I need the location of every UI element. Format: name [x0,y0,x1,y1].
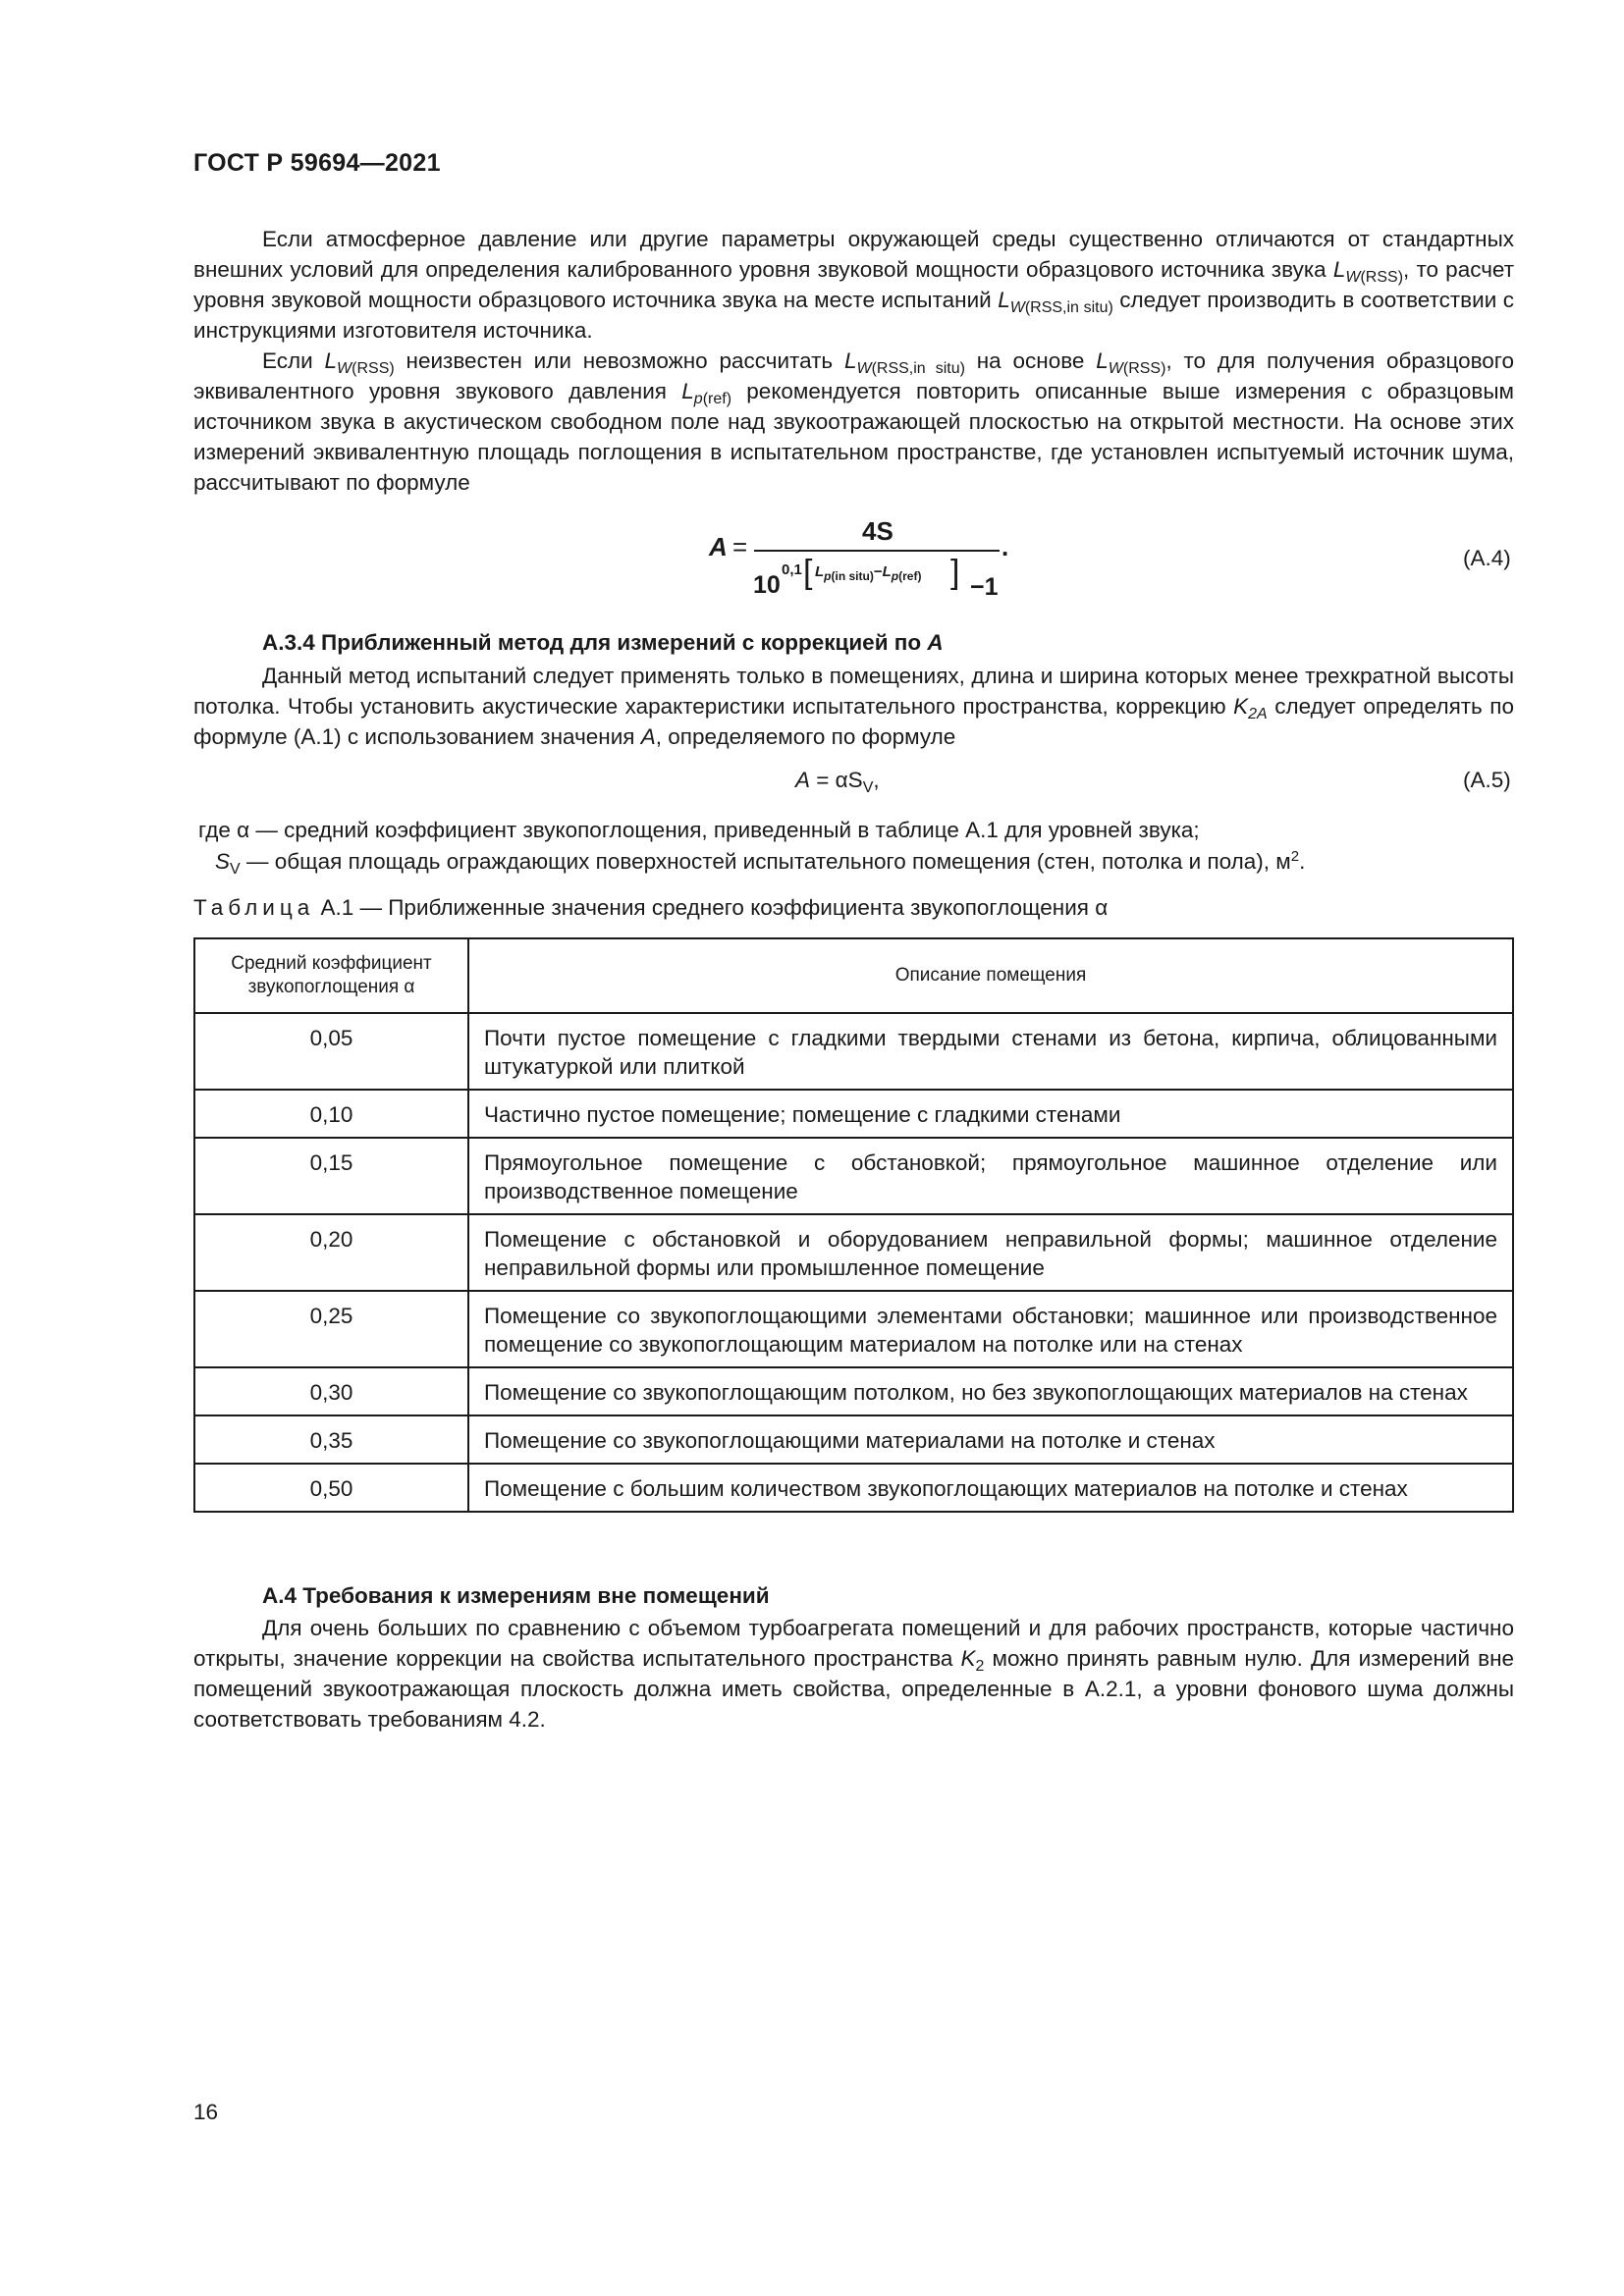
p2-text-5: рекомендуется повторить описанные выше измерения с образцовым источником звука в акустическом свободном поле над звукоотражающей плоскостью на открытой местности. На основе этих измерений эквивалентную площадь поглощения в испытательном пространстве, где установлен испытуемый источник шума, рассчитывают по формуле [193,379,1514,495]
def2-dash: — [240,849,275,874]
section-a4-heading: А.4 Требования к измерениям вне помещений [262,1583,770,1608]
a4-sym: K [960,1646,976,1671]
a4-text-2: можно принять равным нулю. Для измерений вне помещений звукоотражающая плоскость должна иметь свойства, определенные в А.2.1, а уровни фонового шума должны соответствовать требованиям 4.2. [193,1646,1515,1732]
section-a4-paragraph [193,1613,1514,1735]
formula-a4-fraction-bar [754,550,1000,552]
table-cell-description: Почти пустое помещение с гладкими твердыми стенами из бетона, кирпича, облицованными штукатуркой или плиткой [468,1013,1513,1090]
p2-sym2-sub-rest: (RSS,in situ) [871,360,965,377]
p2-sym1-sub-rest: (RSS) [352,360,395,377]
table-header-row [194,938,1513,1013]
formula-a4-bracket-left: [ [803,554,813,591]
table-cell-alpha: 0,35 [194,1415,468,1464]
table-cell-alpha: 0,50 [194,1464,468,1512]
definition-alpha [198,815,1200,845]
def1-dash: — [249,818,285,842]
p2-sym1-sub-i: W [337,360,352,377]
p2-sym2-sub [856,360,964,377]
p1-sym2-sub [1010,299,1113,316]
p2-sym3-sub [1109,360,1166,377]
def2-sym: S [215,849,231,874]
formula-a4-exp-l1-sub-i: p [824,569,832,583]
table-cell-description: Помещение со звукопоглощающими материалами на потолке и стенах [468,1415,1513,1464]
table-row [194,1464,1513,1512]
formula-a5-lhs: A [795,768,811,792]
table-cell-alpha: 0,30 [194,1367,468,1415]
section-a34-paragraph [193,661,1514,752]
p2-sym1-sub [337,360,395,377]
formula-a4-exp-l1-sub [824,569,874,583]
p1-sym1-sub [1345,269,1403,286]
table-caption-text: А.1 — Приближенные значения среднего коэффициента звукопоглощения α [314,895,1109,920]
p1-sym1-sub-i: W [1345,269,1361,286]
def2-sub: V [230,861,241,878]
formula-a4-numerator: 4S [862,516,893,546]
formula-a4-exp-l2-sub-i: p [891,569,899,583]
definition-sv [215,846,1305,877]
formula-a4-lhs: A [709,532,728,561]
a34-sym2: A [640,724,656,749]
formula-a4-eq: = [732,532,748,561]
table-row [194,1415,1513,1464]
formula-a4-bracket-right: ] [950,554,960,591]
a34-text-2: следует определять по формуле (А.1) с использованием значения [193,694,1514,749]
formula-a4-exp-minus: − [873,563,883,580]
table-cell-description: Помещение с большим количеством звукопоглощающих материалов на потолке и стенах [468,1464,1513,1512]
table-cell-description: Прямоугольное помещение с обстановкой; прямоугольное машинное отделение или производственное помещение [468,1138,1513,1214]
p1-sym2-sub-rest: (RSS,in situ) [1024,299,1113,316]
section-a34-heading [262,630,944,656]
p2-sym2-sub-i: W [856,360,872,377]
table-row [194,1367,1513,1415]
table-cell-alpha: 0,05 [194,1013,468,1090]
formula-a5 [795,765,880,803]
p2-text-3: на основе [964,348,1097,373]
table-cell-description: Помещение со звукопоглощающими элементами обстановки; машинное или производственное помещение со звукопоглощающим материалом на потолке или на стенах [468,1291,1513,1367]
table-a1 [193,937,1514,1513]
p2-sym1: L [324,348,338,373]
formula-a4-exp-l2-sub [892,569,922,583]
p2-sym3-sub-rest: (RSS) [1122,360,1166,377]
p2-sym3-sub-i: W [1108,360,1123,377]
table-cell-description: Помещение со звукопоглощающим потолком, но без звукопоглощающих материалов на стенах [468,1367,1513,1415]
section-a34-heading-sym: A [927,630,944,655]
formula-a5-rhs-sub: V [862,779,874,796]
formula-a4-exp-coef: 0,1 [782,561,802,578]
p2-sym4-sub-rest: (ref) [702,391,732,407]
formula-a4-number: (А.4) [1463,546,1511,570]
p2-text-4: , то для получения образцового эквивалентного уровня звукового давления [193,348,1515,403]
formula-a4-exp-l1: L [815,563,825,580]
document-header: ГОСТ Р 59694—2021 [193,149,441,177]
formula-a4-exp-body [815,563,921,583]
def2-end: . [1299,849,1306,874]
a34-sym1-sub-i: 2A [1248,706,1268,722]
table-cell-alpha: 0,20 [194,1214,468,1291]
p1-text-3: следует производить в соответствии с инструкциями изготовителя источника. [193,288,1514,343]
table-cell-alpha: 0,25 [194,1291,468,1367]
p2-sym4: L [681,379,694,403]
table-cell-alpha: 0,10 [194,1090,468,1138]
formula-a4-base: 10 [753,571,781,599]
table-caption-word: Таблица [193,895,315,920]
formula-a5-rhs: = αS [810,768,863,792]
a34-sym1-sub [1248,706,1268,722]
p2-sym4-sub [694,391,731,407]
formula-a4-exp-l2-sub-rest: (ref) [898,569,922,583]
intro-paragraph-1 [193,224,1514,346]
formula-a5-rhs-end: , [873,768,880,792]
p1-text-1: Если атмосферное давление или другие параметры окружающей среды существенно отличаются от стандартных внешних условий для определения калиброванного уровня звуковой мощности образцового источника звука [193,227,1514,282]
formula-a5-number: (А.5) [1463,768,1511,792]
formula-a4-exp-l2: L [882,563,892,580]
def2-sup: 2 [1290,848,1300,865]
table-caption [193,895,1108,921]
table-row [194,1138,1513,1214]
section-a34-heading-text: А.3.4 Приближенный метод для измерений с коррекцией по [262,630,928,655]
a34-sym1: K [1233,694,1249,719]
a34-text-1: Данный метод испытаний следует применять только в помещениях, длина и ширина которых менее трехкратной высоты потолка. Чтобы установить акустические характеристики испытательного пространства, коррекцию [193,664,1514,719]
formula-a4-dot: . [1001,532,1009,561]
table-cell-description: Частично пустое помещение; помещение с гладкими стенами [468,1090,1513,1138]
table-row [194,1291,1513,1367]
p2-sym2: L [843,348,857,373]
table-row [194,1090,1513,1138]
table-header-alpha: Средний коэффициент звукопоглощения α [194,938,468,1013]
p2-text-1: Если [262,348,325,373]
p1-text-2: , то расчет уровня звуковой мощности образцового источника звука на месте испытаний [193,257,1514,312]
formula-a4-exp-l1-sub-rest: (in situ) [831,569,874,583]
page-number: 16 [193,2100,219,2124]
a34-text-3: , определяемого по формуле [655,724,956,749]
def2-text: общая площадь ограждающих поверхностей испытательного помещения (стен, потолка и пола), м [274,849,1291,874]
p1-sym1-sub-rest: (RSS) [1360,269,1404,286]
p2-sym4-sub-i: p [693,391,703,407]
table-cell-alpha: 0,15 [194,1138,468,1214]
def1-text: средний коэффициент звукопоглощения, приведенный в таблице А.1 для уровней звука; [284,818,1200,842]
formula-a4-minus-one: −1 [970,573,999,601]
a4-text-1: Для очень больших по сравнению с объемом турбоагрегата помещений и для рабочих пространств, которые частично открыты, значение коррекции на свойства испытательного пространства [193,1616,1514,1671]
p1-sym1: L [1332,257,1346,282]
table-cell-description: Помещение с обстановкой и оборудованием неправильной формы; машинное отделение неправильной формы или промышленное помещение [468,1214,1513,1291]
p1-sym2-sub-i: W [1009,299,1025,316]
a4-sym-sub: 2 [975,1658,985,1675]
table-row [194,1013,1513,1090]
def1-lead: где α [198,818,250,842]
p2-sym3: L [1096,348,1109,373]
p2-text-2: неизвестен или невозможно рассчитать [394,348,844,373]
table-row [194,1214,1513,1291]
p1-sym2: L [998,288,1010,312]
intro-paragraph-2 [193,346,1514,498]
table-header-description: Описание помещения [468,938,1513,1013]
